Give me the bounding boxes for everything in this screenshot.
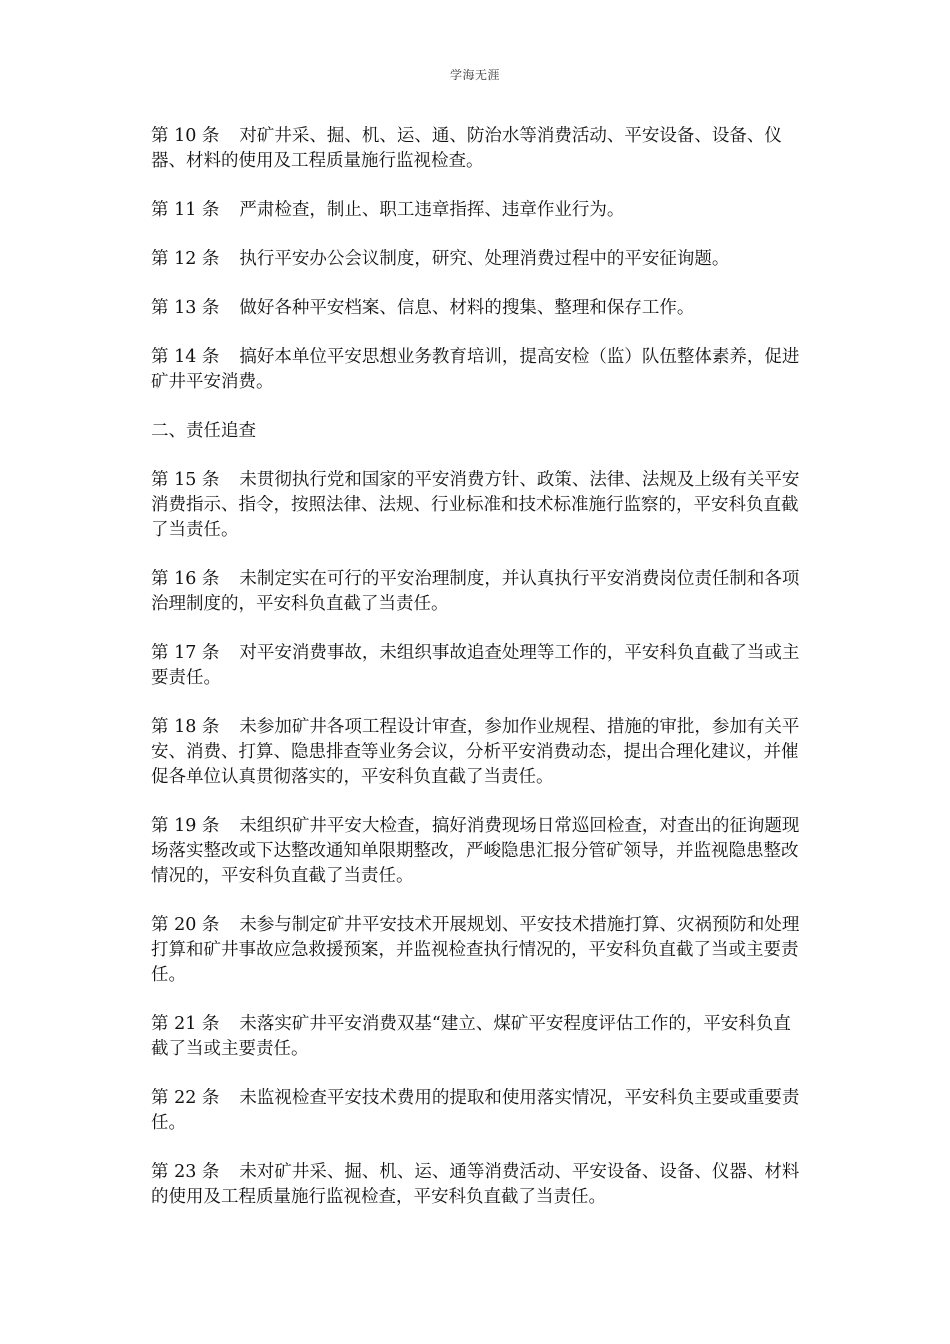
paragraph-article-23 <box>151 1160 801 1210</box>
article-text: 对矿井采、掘、机、运、通、防治水等消费活动、平安设备、设备、仪器、材料的使用及工程质量施行监视检查。 <box>151 126 782 171</box>
paragraph-article-13 <box>151 296 801 321</box>
article-number: 第 19 条 <box>151 816 220 836</box>
document-body <box>151 124 801 1234</box>
article-number: 第 17 条 <box>151 643 220 663</box>
paragraph-article-17 <box>151 641 801 691</box>
paragraph-article-12 <box>151 247 801 272</box>
article-number: 第 18 条 <box>151 717 220 737</box>
paragraph-article-21 <box>151 1012 801 1062</box>
article-text: 未制定实在可行的平安治理制度，并认真执行平安消费岗位责任制和各项治理制度的，平安科负直截了当责任。 <box>151 569 800 614</box>
article-text: 严肃检查，制止、职工违章指挥、违章作业行为。 <box>239 200 625 220</box>
paragraph-article-16 <box>151 567 801 617</box>
article-text: 执行平安办公会议制度，研究、处理消费过程中的平安征询题。 <box>239 249 730 269</box>
paragraph-article-11 <box>151 198 801 223</box>
article-text: 未对矿井采、掘、机、运、通等消费活动、平安设备、设备、仪器、材料的使用及工程质量施行监视检查，平安科负直截了当责任。 <box>151 1162 800 1207</box>
paragraph-article-15 <box>151 468 801 543</box>
article-text: 做好各种平安档案、信息、材料的搜集、整理和保存工作。 <box>239 298 695 318</box>
article-number: 第 21 条 <box>151 1014 220 1034</box>
article-text: 未组织矿井平安大检查，搞好消费现场日常巡回检查，对查出的征询题现场落实整改或下达整改通知单限期整改，严峻隐患汇报分管矿领导，并监视隐患整改情况的，平安科负直截了当责任。 <box>151 816 800 886</box>
article-number: 第 13 条 <box>151 298 220 318</box>
paragraph-article-14 <box>151 345 801 395</box>
article-text: 未监视检查平安技术费用的提取和使用落实情况，平安科负主要或重要责任。 <box>151 1088 800 1133</box>
article-number: 第 14 条 <box>151 347 220 367</box>
article-number: 第 20 条 <box>151 915 220 935</box>
article-number: 第 11 条 <box>151 200 220 220</box>
paragraph-article-18 <box>151 715 801 790</box>
article-number: 第 12 条 <box>151 249 220 269</box>
article-number: 第 16 条 <box>151 569 220 589</box>
paragraph-article-10 <box>151 124 801 174</box>
article-number: 第 10 条 <box>151 126 220 146</box>
article-number: 第 23 条 <box>151 1162 220 1182</box>
page-header: 学海无涯 <box>449 68 500 82</box>
article-text: 搞好本单位平安思想业务教育培训，提高安检（监）队伍整体素养，促进矿井平安消费。 <box>151 347 800 392</box>
section-heading <box>151 419 801 444</box>
article-text: 未贯彻执行党和国家的平安消费方针、政策、法律、法规及上级有关平安消费指示、指令，按照法律、法规、行业标准和技术标准施行监察的，平安科负直截了当责任。 <box>151 470 800 540</box>
article-text: 未参与制定矿井平安技术开展规划、平安技术措施打算、灾祸预防和处理打算和矿井事故应急救援预案，并监视检查执行情况的，平安科负直截了当或主要责任。 <box>151 915 800 985</box>
paragraph-article-20 <box>151 913 801 988</box>
paragraph-article-19 <box>151 814 801 889</box>
article-text: 对平安消费事故，未组织事故追查处理等工作的，平安科负直截了当或主要责任。 <box>151 643 800 688</box>
section-heading-text: 二、责任追查 <box>151 421 256 441</box>
article-text: 未参加矿井各项工程设计审查，参加作业规程、措施的审批，参加有关平安、消费、打算、隐患排查等业务会议，分析平安消费动态，提出合理化建议，并催促各单位认真贯彻落实的，平安科负直截了当责任。 <box>151 717 800 787</box>
article-text: 未落实矿井平安消费双基“建立、煤矿平安程度评估工作的，平安科负直截了当或主要责任。 <box>151 1014 791 1059</box>
article-number: 第 15 条 <box>151 470 220 490</box>
paragraph-article-22 <box>151 1086 801 1136</box>
article-number: 第 22 条 <box>151 1088 220 1108</box>
